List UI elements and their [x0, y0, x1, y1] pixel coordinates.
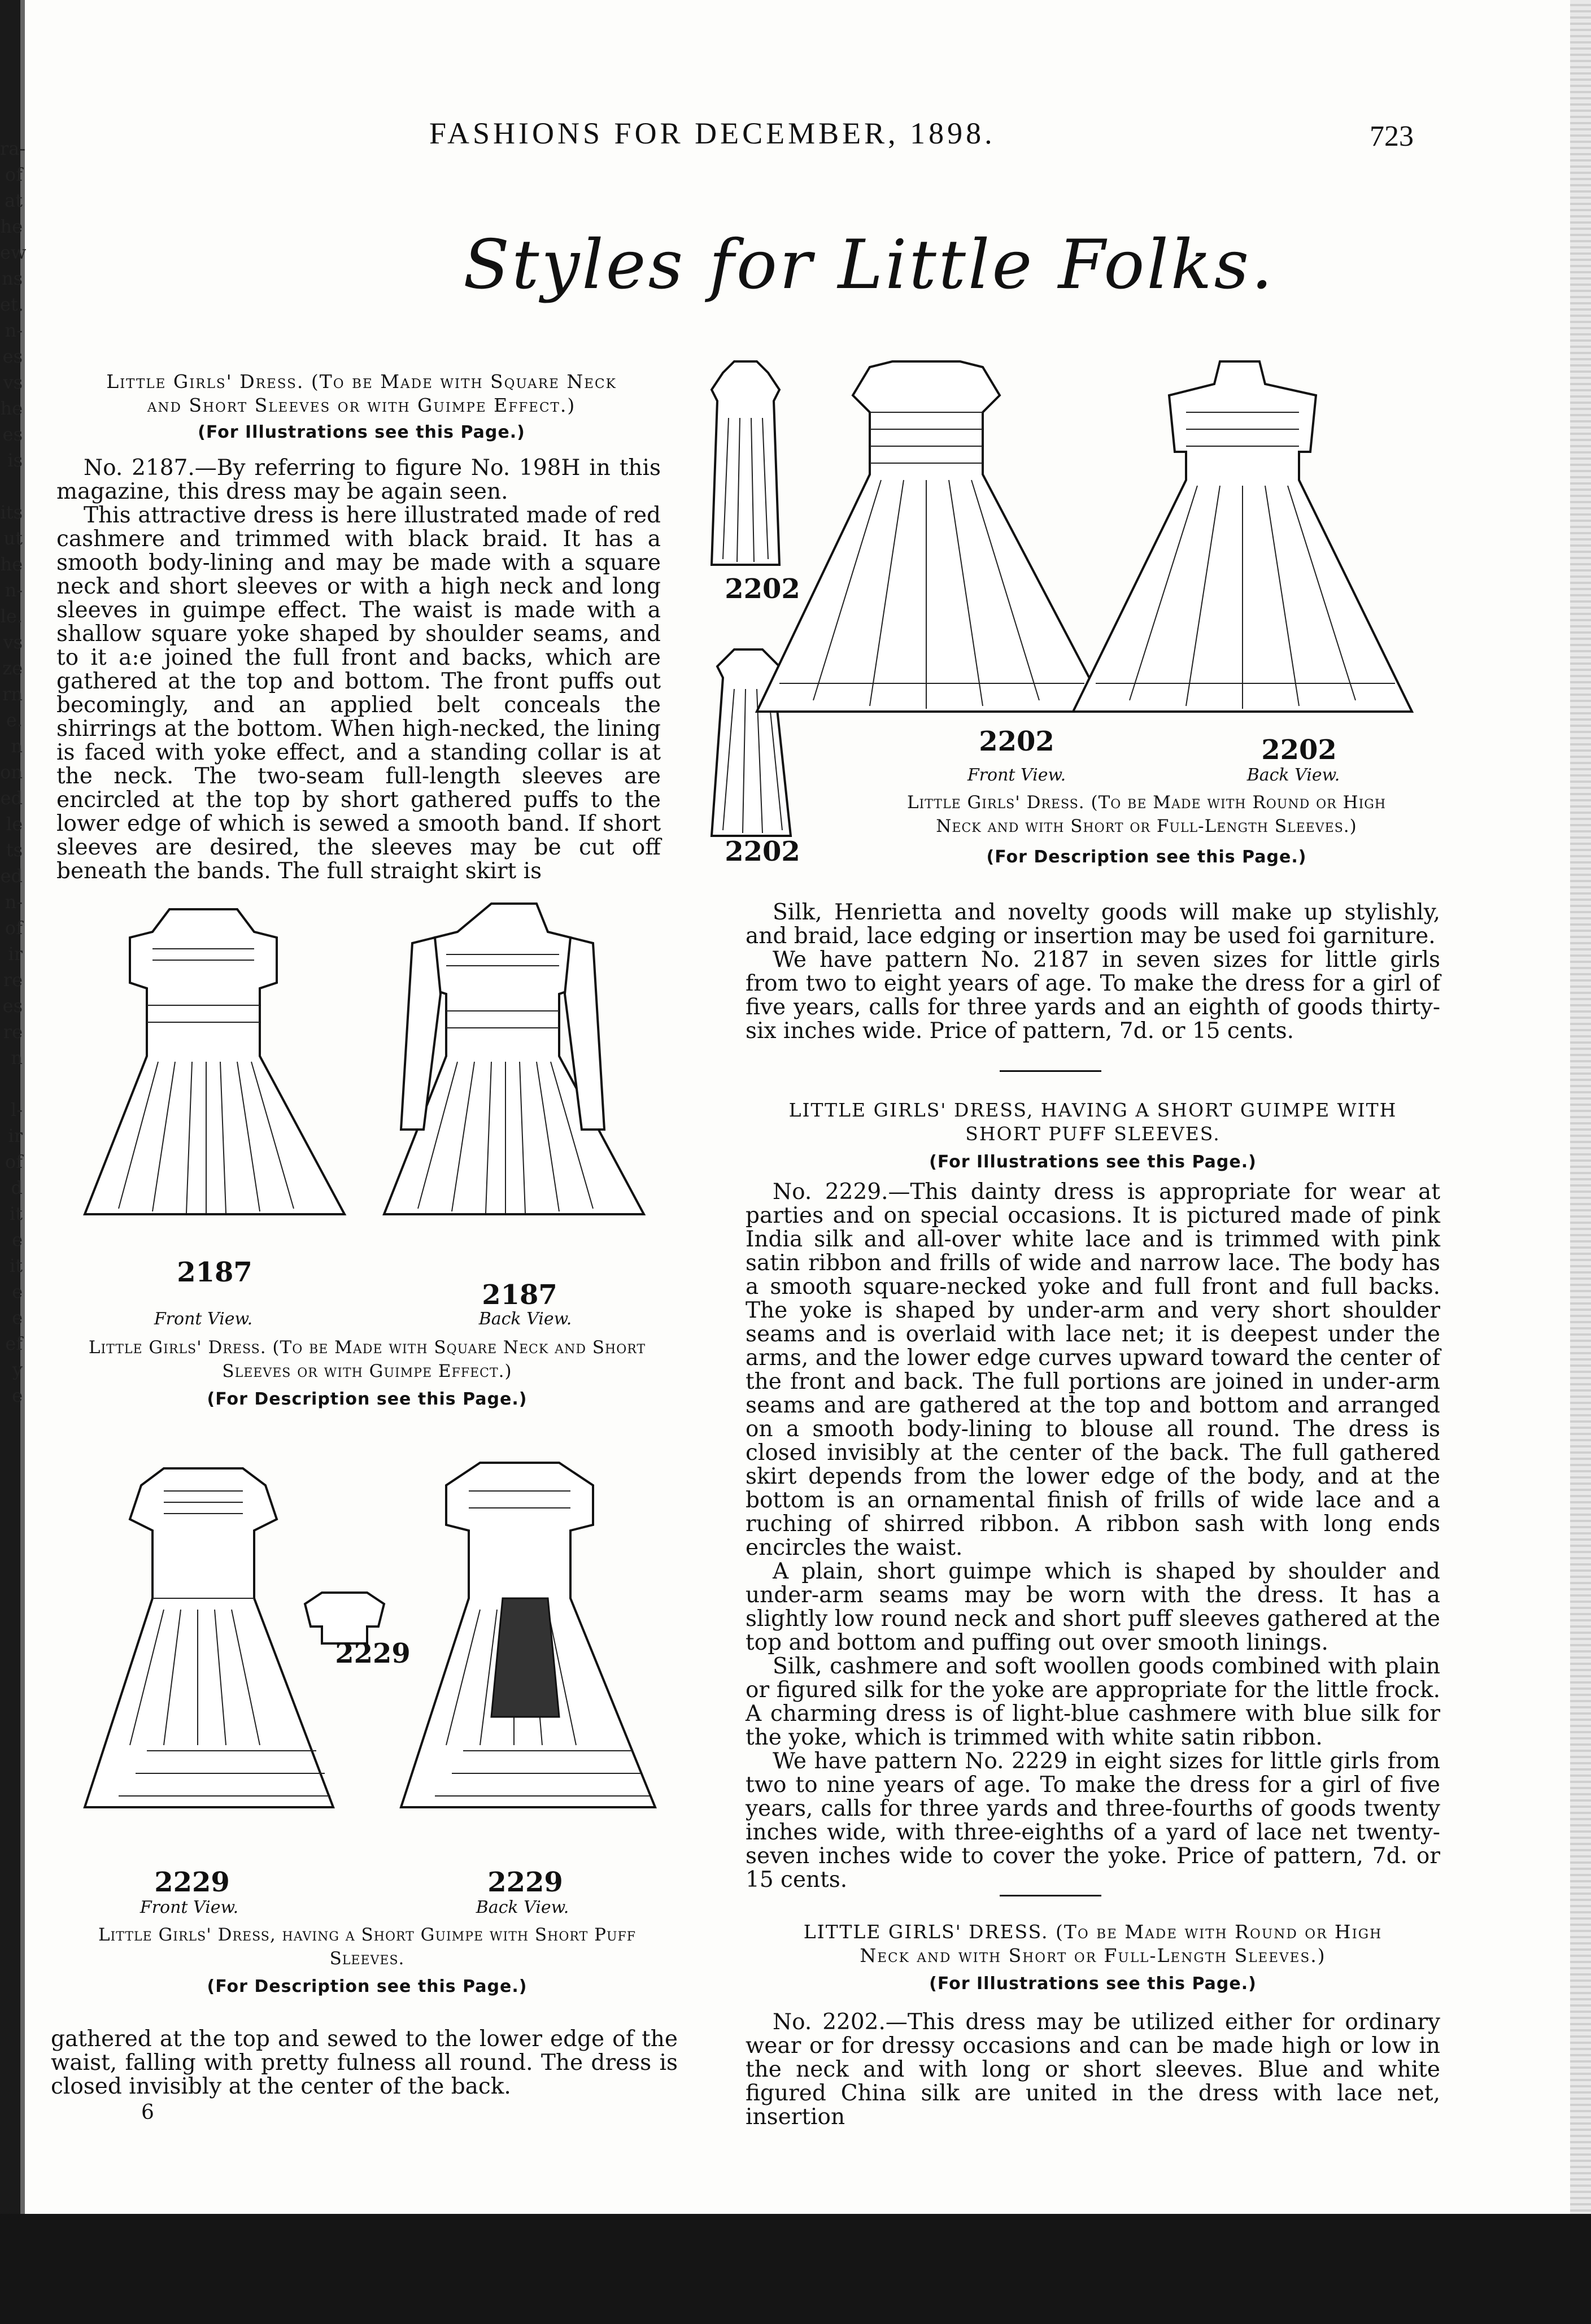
margin-fragment: n	[11, 1047, 23, 1069]
fig2202-small1-number: 2202	[725, 573, 800, 605]
dress-2187-back	[384, 904, 644, 1214]
margin-fragment: ed	[0, 865, 23, 887]
margin-fragment: n	[11, 735, 23, 757]
article1-continuation: Silk, Henrietta and novelty goods will make up stylishly, and braid, lace edging or insertion may be used foi garniture.	[746, 900, 1440, 949]
article2-paragraph-1: No. 2229.—This dainty dress is appropriate for wear at parties and on special occasions. It is pictured made of pink India silk and all-over white lace and is trimmed with pink satin ribbon and frills of wide and narrow lace. The body has a smooth square-necked yoke and full front and full backs. The yoke is shaped by under-arm and very short shoulder seams and is overlaid with lace net; it is deepest under the arms, and the lower edge curves upward toward the center of the front and back. The full portions are joined in under-arm seams and are gathered at the top and bottom and arranged on a smooth body-lining to blouse all round. The dress is closed invisibly at the center of the back. The full gathered skirt depends from the lower edge of the body, and at the bottom is an ornamental finish of frills of wide lace and a ruching of shirred ribbon. A ribbon sash with long ends encircles the waist.	[746, 1179, 1440, 1560]
margin-fragment: of	[5, 164, 23, 185]
fig2229-back-label: Back View.	[476, 1898, 569, 1917]
margin-fragment: l-	[10, 1099, 23, 1120]
margin-fragment: n-	[5, 891, 23, 913]
article2-heading	[740, 1098, 1446, 1146]
fig2229-guimpe-number: 2229	[335, 1638, 411, 1669]
fig2202-caption	[842, 791, 1451, 838]
margin-fragment: vs	[3, 631, 23, 653]
fig2202-caption-line2: Neck and with Short or Full-Length Sleeves.)	[936, 816, 1357, 836]
fig2187-caption	[51, 1336, 683, 1383]
divider-rule-1	[1000, 1070, 1101, 1072]
article3-heading	[740, 1920, 1446, 1968]
margin-fragment: et.	[0, 294, 24, 315]
fig2229-caption-line1: Little Girls' Dress, having a Short Guimpe with Short Puff	[98, 1925, 637, 1945]
margin-fragment: ew	[0, 242, 27, 263]
article1-heading-line2: and Short Sleeves or with Guimpe Effect.)	[147, 394, 576, 416]
margin-fragment: e	[12, 1229, 23, 1250]
article3-body	[746, 2011, 1440, 2129]
divider-rule-2	[1000, 1895, 1101, 1896]
fig2229-back-number: 2229	[487, 1867, 563, 1898]
article1-continuation-right	[746, 901, 1440, 1043]
article2-heading-line2: SHORT PUFF SLEEVES.	[965, 1123, 1221, 1145]
fig2187-caption-line1: Little Girls' Dress. (To be Made with Square Neck and Short	[88, 1337, 646, 1358]
margin-fragment: re	[3, 969, 23, 991]
article3-sub: (For Illustrations see this Page.)	[929, 1974, 1257, 1994]
fig2229-front-label: Front View.	[140, 1898, 239, 1917]
margin-fragment: ut	[3, 527, 23, 549]
section-title: Styles for Little Folks.	[463, 226, 1275, 304]
margin-fragment: es	[2, 424, 23, 445]
margin-fragment: es	[2, 346, 23, 367]
article2-paragraph-4: We have pattern No. 2229 in eight sizes for little girls from two to nine years of age. To make the dress for a girl of five years, calls for three yards and three-fourths of goods twenty inches wide, with three-eighths of a yard of lace net twenty-seven inches wide to cover the yoke. Price of pattern, 7d. or 15 cents.	[746, 1749, 1440, 1893]
fig2187-back-label: Back View.	[478, 1309, 572, 1329]
guimpe-2229	[305, 1593, 384, 1643]
fig2229-caption-line2: Sleeves.	[329, 1948, 405, 1969]
margin-fragment: ze	[2, 657, 23, 679]
article2-sub: (For Illustrations see this Page.)	[929, 1152, 1257, 1172]
margin-fragment: le.	[0, 605, 23, 627]
dress-2202-front	[757, 361, 1107, 712]
margin-fragment: its	[0, 502, 23, 523]
margin-fragment: on	[0, 761, 23, 783]
adjacent-page-fragments	[0, 136, 27, 1409]
margin-fragment: ed	[0, 787, 23, 809]
fig2187-sub: (For Description see this Page.)	[207, 1389, 528, 1409]
margin-fragment: e	[12, 1307, 23, 1328]
article1-paragraph-1: No. 2187.—By referring to figure No. 198H in this magazine, this dress may be again seen.	[56, 455, 661, 504]
article2-body	[746, 1180, 1440, 1892]
scan-right-edge	[1570, 0, 1591, 2324]
margin-fragment: re	[3, 1021, 23, 1043]
fig2229-front-number: 2229	[154, 1867, 230, 1898]
article3-heading-line1: LITTLE GIRLS' DRESS. (To be Made with Round or High	[803, 1921, 1383, 1943]
margin-fragment: le	[6, 813, 23, 835]
fig2202-back-number: 2202	[1261, 734, 1337, 766]
fig2187-front-number: 2187	[177, 1257, 252, 1288]
fig2187-back-number: 2187	[482, 1279, 557, 1311]
margin-fragment: es	[2, 995, 23, 1017]
article2-paragraph-2: A plain, short guimpe which is shaped by shoulder and under-arm seams may be worn with the dress. It has a slightly low round neck and short puff sleeves gathered at the top and bottom and puffing out over smooth linings.	[746, 1559, 1440, 1655]
article1-continued: gathered at the top and sewed to the lower edge of the waist, falling with pretty fulness all round. The dress is closed invisibly at the center of the back.	[51, 2026, 678, 2099]
margin-fragment: n-	[5, 579, 23, 601]
margin-fragment: he	[0, 398, 23, 419]
margin-fragment: is	[7, 450, 23, 471]
margin-fragment: it	[9, 1255, 23, 1276]
margin-fragment: ir	[8, 1125, 23, 1146]
fig2202-back-label: Back View.	[1246, 765, 1340, 785]
margin-fragment: e.	[6, 709, 23, 731]
margin-fragment: ir	[8, 943, 23, 965]
fig2202-front-number: 2202	[979, 726, 1054, 757]
margin-fragment: vs	[3, 372, 23, 393]
fig2202-caption-line1: Little Girls' Dress. (To be Made with Round or High	[906, 792, 1387, 813]
article1-sub: (For Illustrations see this Page.)	[198, 422, 525, 442]
article1-heading	[56, 370, 666, 417]
dress-2202-back	[1073, 361, 1412, 712]
fig2202-small2-number: 2202	[725, 836, 800, 867]
dress-2202-small-1	[712, 361, 779, 565]
article1-paragraph-2: This attractive dress is here illustrated made of red cashmere and trimmed with black braid. It has a smooth body-lining and may be made with a square neck and short sleeves or with a high neck and long sleeves in guimpe effect. The waist is made with a shallow square yoke shaped by shoulder seams, and to it a:e joined the full front and backs, which are gathered at the top and bottom. The front puffs out becomingly, and an applied belt conceals the shirrings at the bottom. When high-necked, the lining is faced with yoke effect, and a standing collar is at the neck. The two-seam full-length sleeves are encircled at the top by short gathered puffs to the lower edge of which is sewed a smooth band. If short sleeves are desired, the sleeves may be cut off beneath the bands. The full straight skirt is	[56, 503, 661, 884]
margin-fragment: he	[0, 216, 23, 237]
margin-fragment: ns	[1, 268, 23, 289]
running-head: FASHIONS FOR DECEMBER, 1898.	[429, 116, 996, 150]
margin-fragment: rn	[2, 683, 23, 705]
article3-paragraph-1: No. 2202.—This dress may be utilized either for ordinary wear or for dressy occasions and can be made high or low in the neck and with long or short sleeves. Blue and white figured China silk are united in the dress with lace net, insertion	[746, 2009, 1440, 2130]
fig2202-front-label: Front View.	[967, 765, 1066, 785]
article2-paragraph-3: Silk, cashmere and soft woollen goods combined with plain or figured silk for the yoke are appropriate for the little frock. A charming dress is of light-blue cashmere with blue silk for the yoke, which is trimmed with white satin ribbon.	[746, 1654, 1440, 1750]
dress-2229-front	[85, 1468, 333, 1807]
margin-fragment: y	[12, 1359, 23, 1380]
dress-2229-back	[401, 1463, 655, 1807]
fig2202-sub: (For Description see this Page.)	[986, 847, 1307, 867]
scan-bottom-edge	[0, 2214, 1591, 2324]
margin-fragment: at	[5, 190, 23, 211]
figure-2202-illustration	[700, 350, 1451, 757]
margin-fragment: e	[12, 1281, 23, 1302]
article1-pattern-note: We have pattern No. 2187 in seven sizes for little girls from two to eight years of age. To make the dress for a girl of five years, calls for three yards and an eighth of goods thirty-six inches wide. Price of pattern, 7d. or 15 cents.	[746, 947, 1440, 1044]
fig2187-front-label: Front View.	[154, 1309, 253, 1329]
figure-2187-illustration	[51, 892, 683, 1265]
margin-fragment	[0, 473, 23, 499]
fig2229-sub: (For Description see this Page.)	[207, 1977, 528, 1996]
article2-heading-line1: LITTLE GIRLS' DRESS, HAVING A SHORT GUIMPE WITH	[788, 1099, 1397, 1121]
folio: 6	[141, 2101, 154, 2124]
margin-fragment: he	[0, 553, 23, 575]
dress-2187-front	[85, 909, 345, 1214]
margin-fragment: d	[11, 1177, 23, 1198]
page-number: 723	[1370, 120, 1414, 152]
fig2187-caption-line2: Sleeves or with Guimpe Effect.)	[222, 1361, 512, 1381]
margin-fragment	[0, 1071, 23, 1097]
margin-fragment: of	[5, 917, 23, 939]
article3-heading-line2: Neck and with Short or Full-Length Sleeves.)	[860, 1944, 1326, 1967]
fig2229-caption	[51, 1923, 683, 1970]
article1-heading-line1: Little Girls' Dress. (To be Made with Square Neck	[106, 370, 617, 393]
margin-fragment: ef	[5, 1333, 23, 1354]
article1-body	[56, 456, 661, 883]
margin-fragment: n-	[5, 320, 23, 341]
margin-fragment: ts	[6, 839, 23, 861]
margin-fragment: it	[9, 1203, 23, 1224]
margin-fragment: e	[12, 1385, 23, 1406]
margin-fragment: ra-	[0, 138, 26, 159]
margin-fragment: of	[5, 1151, 23, 1172]
